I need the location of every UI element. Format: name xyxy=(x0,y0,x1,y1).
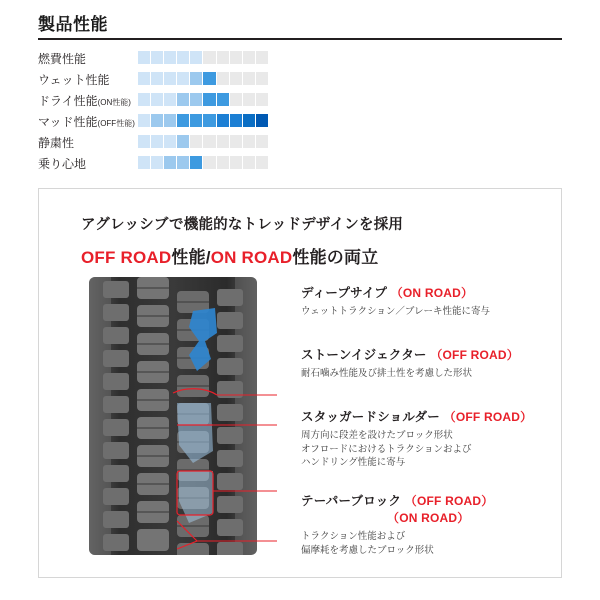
performance-row-sublabel: (OFF性能) xyxy=(97,119,135,128)
performance-bar-segment xyxy=(217,156,229,169)
performance-bar-segment xyxy=(177,114,189,127)
performance-bar-segment xyxy=(243,93,255,106)
page-title: 製品性能 xyxy=(38,15,108,34)
callout-tag-secondary: （ON ROAD） xyxy=(387,510,470,525)
performance-bar-segment xyxy=(230,135,242,148)
headline-line-2 xyxy=(81,243,521,268)
performance-bar-segment xyxy=(164,114,176,127)
headline-tail: 性能の両立 xyxy=(292,248,379,267)
on-road-label: ON ROAD xyxy=(210,248,293,267)
callout-tag: （ON ROAD） xyxy=(390,286,474,300)
performance-bar-segment xyxy=(151,156,163,169)
performance-bar-segment xyxy=(243,156,255,169)
performance-bar-segment xyxy=(177,156,189,169)
performance-bar-segment xyxy=(203,156,215,169)
headline-sep: 性能/ xyxy=(171,248,211,267)
performance-row-label: ドライ性能(ON性能) xyxy=(38,94,131,108)
performance-bar-segment xyxy=(217,51,229,64)
tire-tread-image xyxy=(81,275,281,557)
performance-bar-segment xyxy=(230,114,242,127)
performance-bar-segment xyxy=(177,51,189,64)
performance-bar-segment xyxy=(243,51,255,64)
callout-list xyxy=(301,285,551,565)
callout-item xyxy=(301,409,551,470)
performance-bar-segment xyxy=(138,93,150,106)
performance-bar-segment xyxy=(203,114,215,127)
performance-bar-segment xyxy=(177,72,189,85)
performance-row-label: 燃費性能 xyxy=(38,52,87,66)
performance-bar-segment xyxy=(256,114,268,127)
performance-bar-segment xyxy=(151,135,163,148)
performance-bar-segment xyxy=(230,51,242,64)
performance-bar-segment xyxy=(243,135,255,148)
performance-bar-segment xyxy=(217,114,229,127)
performance-bar-segment xyxy=(256,51,268,64)
performance-bar-segment xyxy=(256,135,268,148)
performance-bar-segment xyxy=(190,72,202,85)
performance-bar-segment xyxy=(256,93,268,106)
performance-bar-segment xyxy=(177,93,189,106)
callout-tag: （OFF ROAD） xyxy=(404,494,494,508)
performance-bar xyxy=(138,135,268,148)
performance-bar-segment xyxy=(230,156,242,169)
performance-bar-segment xyxy=(190,93,202,106)
callout-title: スタッガードショルダー （OFF ROAD） xyxy=(301,410,533,424)
callout-item xyxy=(301,285,551,319)
performance-bar-segment xyxy=(177,135,189,148)
performance-bar-segment xyxy=(138,72,150,85)
performance-row-label: マッド性能(OFF性能) xyxy=(38,115,135,129)
performance-bar-segment xyxy=(151,93,163,106)
performance-bar-segment xyxy=(243,114,255,127)
callout-description: 耐石噛み性能及び排土性を考慮した形状 xyxy=(301,367,473,379)
performance-bar-segment xyxy=(164,51,176,64)
performance-bar xyxy=(138,93,268,106)
performance-bar-segment xyxy=(138,51,150,64)
performance-bar-segment xyxy=(164,135,176,148)
performance-row-label: 静粛性 xyxy=(38,136,75,150)
headline-line-1: アグレッシブで機能的なトレッドデザインを採用 xyxy=(81,217,404,233)
page-header xyxy=(0,0,600,44)
performance-bar-segment xyxy=(217,72,229,85)
performance-chart xyxy=(38,48,562,174)
callout-description: ウェットトラクション／ブレーキ性能に寄与 xyxy=(301,305,491,317)
performance-bar xyxy=(138,156,268,169)
performance-bar-segment xyxy=(190,156,202,169)
performance-bar-segment xyxy=(217,135,229,148)
performance-row xyxy=(38,111,562,132)
callout-item xyxy=(301,493,551,557)
performance-bar xyxy=(138,72,268,85)
performance-row-sublabel: (ON性能) xyxy=(97,98,131,107)
performance-bar-segment xyxy=(151,51,163,64)
performance-row xyxy=(38,132,562,153)
performance-bar-segment xyxy=(190,135,202,148)
performance-row xyxy=(38,153,562,174)
performance-bar-segment xyxy=(203,72,215,85)
performance-bar-segment xyxy=(203,93,215,106)
performance-bar-segment xyxy=(230,93,242,106)
callout-item xyxy=(301,347,551,381)
feature-panel xyxy=(38,188,562,578)
header-divider xyxy=(38,38,562,40)
performance-row xyxy=(38,90,562,111)
performance-bar-segment xyxy=(138,135,150,148)
performance-bar-segment xyxy=(138,114,150,127)
callout-title: テーパーブロック （OFF ROAD） （ON ROAD） xyxy=(301,494,494,525)
performance-bar-segment xyxy=(164,72,176,85)
performance-bar-segment xyxy=(190,51,202,64)
callout-tag: （OFF ROAD） xyxy=(430,348,519,362)
callout-description: 周方向に段差を設けたブロック形状 オフロードにおけるトラクションおよび ハンドリング性能に寄与 xyxy=(301,429,472,469)
performance-bar-segment xyxy=(164,93,176,106)
callout-title: ディープサイプ （ON ROAD） xyxy=(301,286,474,300)
panel-headline xyxy=(81,213,521,268)
callout-tag: （OFF ROAD） xyxy=(443,410,533,424)
performance-row xyxy=(38,69,562,90)
performance-bar-segment xyxy=(190,114,202,127)
performance-row xyxy=(38,48,562,69)
performance-bar-segment xyxy=(138,156,150,169)
tire-illustration xyxy=(81,275,281,557)
performance-row-label: 乗り心地 xyxy=(38,157,87,171)
performance-bar-segment xyxy=(164,156,176,169)
performance-bar-segment xyxy=(151,114,163,127)
performance-bar-segment xyxy=(230,72,242,85)
performance-bar-segment xyxy=(203,135,215,148)
performance-bar xyxy=(138,114,268,127)
performance-bar-segment xyxy=(243,72,255,85)
performance-bar-segment xyxy=(256,156,268,169)
off-road-label: OFF ROAD xyxy=(81,248,172,267)
performance-row-label: ウェット性能 xyxy=(38,73,110,87)
callout-description: トラクション性能および 偏摩耗を考慮したブロック形状 xyxy=(301,530,434,556)
performance-bar-segment xyxy=(151,72,163,85)
performance-bar-segment xyxy=(203,51,215,64)
performance-bar xyxy=(138,51,268,64)
callout-title: ストーンイジェクター （OFF ROAD） xyxy=(301,348,519,362)
performance-bar-segment xyxy=(217,93,229,106)
performance-bar-segment xyxy=(256,72,268,85)
